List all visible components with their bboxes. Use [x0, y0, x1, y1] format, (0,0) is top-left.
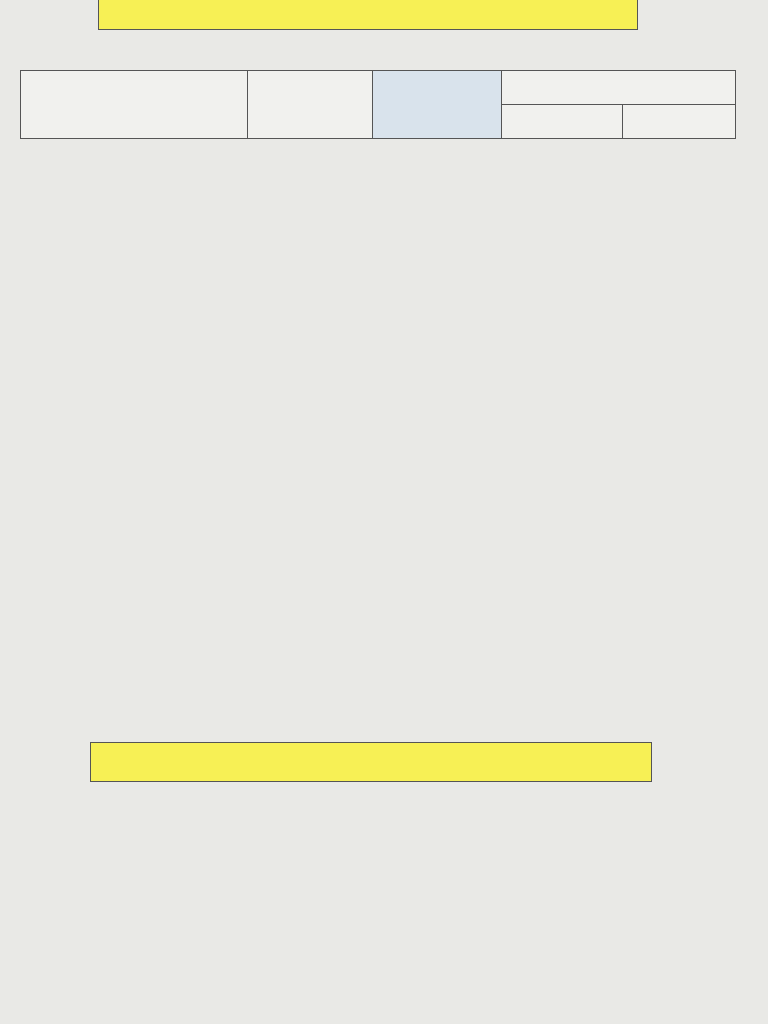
header-r8 — [372, 71, 501, 139]
header-diff — [502, 105, 623, 139]
trend-chart — [0, 790, 768, 1010]
header-prev — [502, 71, 736, 105]
page-title — [98, 0, 638, 30]
header-r7 — [247, 71, 372, 139]
header-rate — [623, 105, 736, 139]
budget-table — [20, 70, 736, 139]
header-item — [21, 71, 248, 139]
chart-title — [90, 742, 652, 782]
